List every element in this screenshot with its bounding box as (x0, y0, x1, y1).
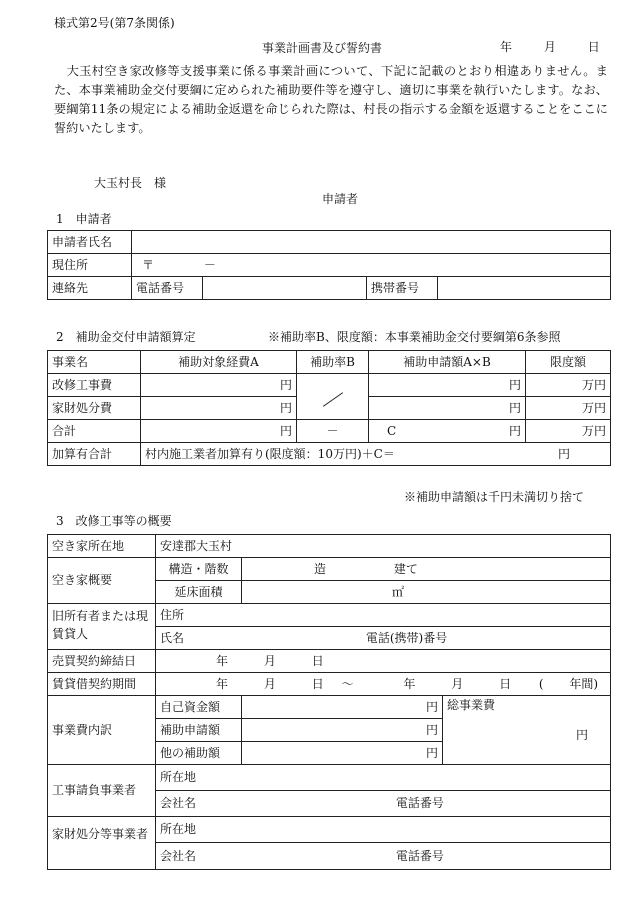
disposal-company-field[interactable] (156, 843, 611, 870)
lease-d2: 日 (499, 676, 512, 691)
total-cost-field[interactable]: 円 (141, 420, 297, 443)
total-cost-label: 総事業費 (447, 698, 496, 712)
total-amount-unit: 円 (508, 423, 521, 438)
disposal-company-name-label: 会社名 (160, 848, 197, 863)
contractor-company-field[interactable] (156, 791, 611, 817)
bonus-text: 村内施工業者加算有り(限度額：10万円)＋C＝ (145, 446, 395, 461)
structure-row (48, 558, 611, 581)
mobile-field[interactable] (438, 277, 611, 300)
contractor-company-label: 会社名 (160, 796, 197, 811)
phone-field[interactable] (203, 277, 367, 300)
owner-address-field[interactable]: 住所 (156, 604, 611, 627)
sale-month: 月 (263, 653, 276, 668)
own-funds-row (48, 696, 611, 719)
sale-day: 日 (311, 653, 324, 668)
floor-unit: ㎡ (392, 584, 405, 599)
applicant-name-field[interactable] (132, 231, 611, 254)
header-project: 事業名 (48, 351, 141, 374)
date-year: 年 (500, 40, 513, 54)
owner-address-row (48, 604, 611, 627)
location-label: 空き家所在地 (48, 535, 156, 558)
sale-date-row (48, 650, 611, 673)
total-cost-cell[interactable] (443, 696, 611, 765)
total-label: 合計 (48, 420, 141, 443)
structure-label: 構造・階数 (156, 558, 242, 581)
structure-date: 建て (393, 561, 418, 576)
lease-paren: ( (538, 676, 544, 691)
bonus-label: 加算有合計 (48, 443, 141, 466)
owner-name-field[interactable] (156, 627, 611, 650)
contractor-phone-label: 電話番号 (395, 796, 444, 811)
section2-note: ※補助率B、限度額：本事業補助金交付要綱第6条参照 (268, 330, 561, 344)
section3-heading: 3 改修工事等の概要 (56, 514, 172, 528)
lease-label: 賃貸借契約期間 (48, 673, 156, 696)
lease-tilde: ～ (341, 676, 354, 691)
lease-y1: 年 (216, 676, 229, 691)
date-day: 日 (587, 40, 600, 54)
applicant-label: 申請者 (322, 192, 359, 206)
disposal-limit: 万円 (526, 397, 611, 420)
section2-heading: 2 補助金交付申請額算定 (56, 330, 196, 344)
other-subsidy-label: 他の補助額 (156, 742, 242, 765)
contact-label: 連絡先 (48, 277, 132, 300)
renovation-label: 改修工事費 (48, 374, 141, 397)
address-field[interactable] (132, 254, 611, 277)
disposal-place-field[interactable]: 所在地 (156, 817, 611, 843)
location-field[interactable]: 安達郡大玉村 (156, 535, 611, 558)
rounding-footnote: ※補助申請額は千円未満切り捨て (404, 490, 585, 504)
contractor-label: 工事請負事業者 (48, 765, 156, 817)
bonus-field[interactable] (141, 443, 611, 466)
floor-label: 延床面積 (156, 581, 242, 604)
addressee: 大玉村長 様 (94, 176, 167, 190)
cost-breakdown-label: 事業費内訳 (48, 696, 156, 765)
rate-diagonal (297, 374, 369, 420)
lease-d1: 日 (311, 676, 324, 691)
disposal-label: 家財処分費 (48, 397, 141, 420)
lease-y2: 年 (403, 676, 416, 691)
header-eligible-cost: 補助対象経費A (141, 351, 297, 374)
own-funds-label: 自己資金額 (156, 696, 242, 719)
owner-label: 旧所有者または現賃貸人 (48, 604, 156, 650)
postal-dash: － (203, 257, 216, 272)
lease-m2: 月 (451, 676, 464, 691)
disposal-amount-field[interactable]: 円 (369, 397, 526, 420)
applicant-table (47, 230, 611, 300)
lease-m1: 月 (263, 676, 276, 691)
renovation-limit: 万円 (526, 374, 611, 397)
sale-date-label: 売買契約締結日 (48, 650, 156, 673)
sale-year: 年 (216, 653, 229, 668)
applicant-name-row (48, 231, 611, 254)
renovation-amount-field[interactable]: 円 (369, 374, 526, 397)
total-cost-unit: 円 (576, 728, 589, 742)
other-subsidy-field[interactable]: 円 (242, 742, 443, 765)
date-line (500, 40, 600, 54)
lease-field[interactable] (156, 673, 611, 696)
structure-field[interactable] (242, 558, 611, 581)
total-row (48, 420, 611, 443)
total-rate: － (297, 420, 369, 443)
lease-row (48, 673, 611, 696)
bonus-row (48, 443, 611, 466)
disposal-place-row (48, 817, 611, 843)
own-funds-field[interactable]: 円 (242, 696, 443, 719)
mobile-label: 携帯番号 (367, 277, 438, 300)
header-rate: 補助率B (297, 351, 369, 374)
contact-row (48, 277, 611, 300)
sale-date-field[interactable] (156, 650, 611, 673)
phone-label: 電話番号 (132, 277, 203, 300)
pledge-paragraph: 大玉村空き家改修等支援事業に係る事業計画について、下記に記載のとおり相違ありません。また、本事業補助金交付要綱に定められた補助要件等を遵守し、適切に事業を執行いたします。なお、要綱第11条の規定による補助金返還を命じられた際は、村長の指示する金額を返還することをここに誓約いたします。 (54, 64, 608, 135)
renovation-cost-field[interactable]: 円 (141, 374, 297, 397)
c-label: C (387, 423, 397, 438)
header-limit: 限度額 (526, 351, 611, 374)
subsidy-amount-label: 補助申請額 (156, 719, 242, 742)
overview-label: 空き家概要 (48, 558, 156, 604)
structure-zo: 造 (314, 561, 327, 576)
address-row (48, 254, 611, 277)
overview-table (47, 534, 611, 870)
bonus-unit: 円 (557, 446, 570, 461)
date-month: 月 (543, 40, 556, 54)
disposal-cost-field[interactable]: 円 (141, 397, 297, 420)
disposal-company-label: 家財処分等事業者 (48, 817, 156, 870)
applicant-name-label: 申請者氏名 (48, 231, 132, 254)
renovation-row (48, 374, 611, 397)
location-row (48, 535, 611, 558)
header-applied-amount: 補助申請額A×B (369, 351, 526, 374)
disposal-phone-label: 電話番号 (395, 848, 444, 863)
total-amount-field[interactable] (369, 420, 526, 443)
lease-years: 年間) (569, 676, 599, 691)
section1-heading: 1 申請者 (56, 212, 112, 226)
subsidy-header-row (48, 351, 611, 374)
subsidy-table (47, 350, 611, 466)
owner-name-label: 氏名 (160, 630, 185, 645)
floor-field[interactable] (242, 581, 611, 604)
contractor-place-row (48, 765, 611, 791)
document-title: 事業計画書及び誓約書 (262, 41, 383, 55)
contractor-place-field[interactable]: 所在地 (156, 765, 611, 791)
address-label: 現住所 (48, 254, 132, 277)
postal-mark: 〒 (142, 257, 155, 272)
subsidy-amount-field[interactable]: 円 (242, 719, 443, 742)
total-limit: 万円 (526, 420, 611, 443)
form-number: 様式第2号(第7条関係) (54, 16, 175, 30)
owner-phone-label: 電話(携帯)番号 (365, 630, 448, 645)
